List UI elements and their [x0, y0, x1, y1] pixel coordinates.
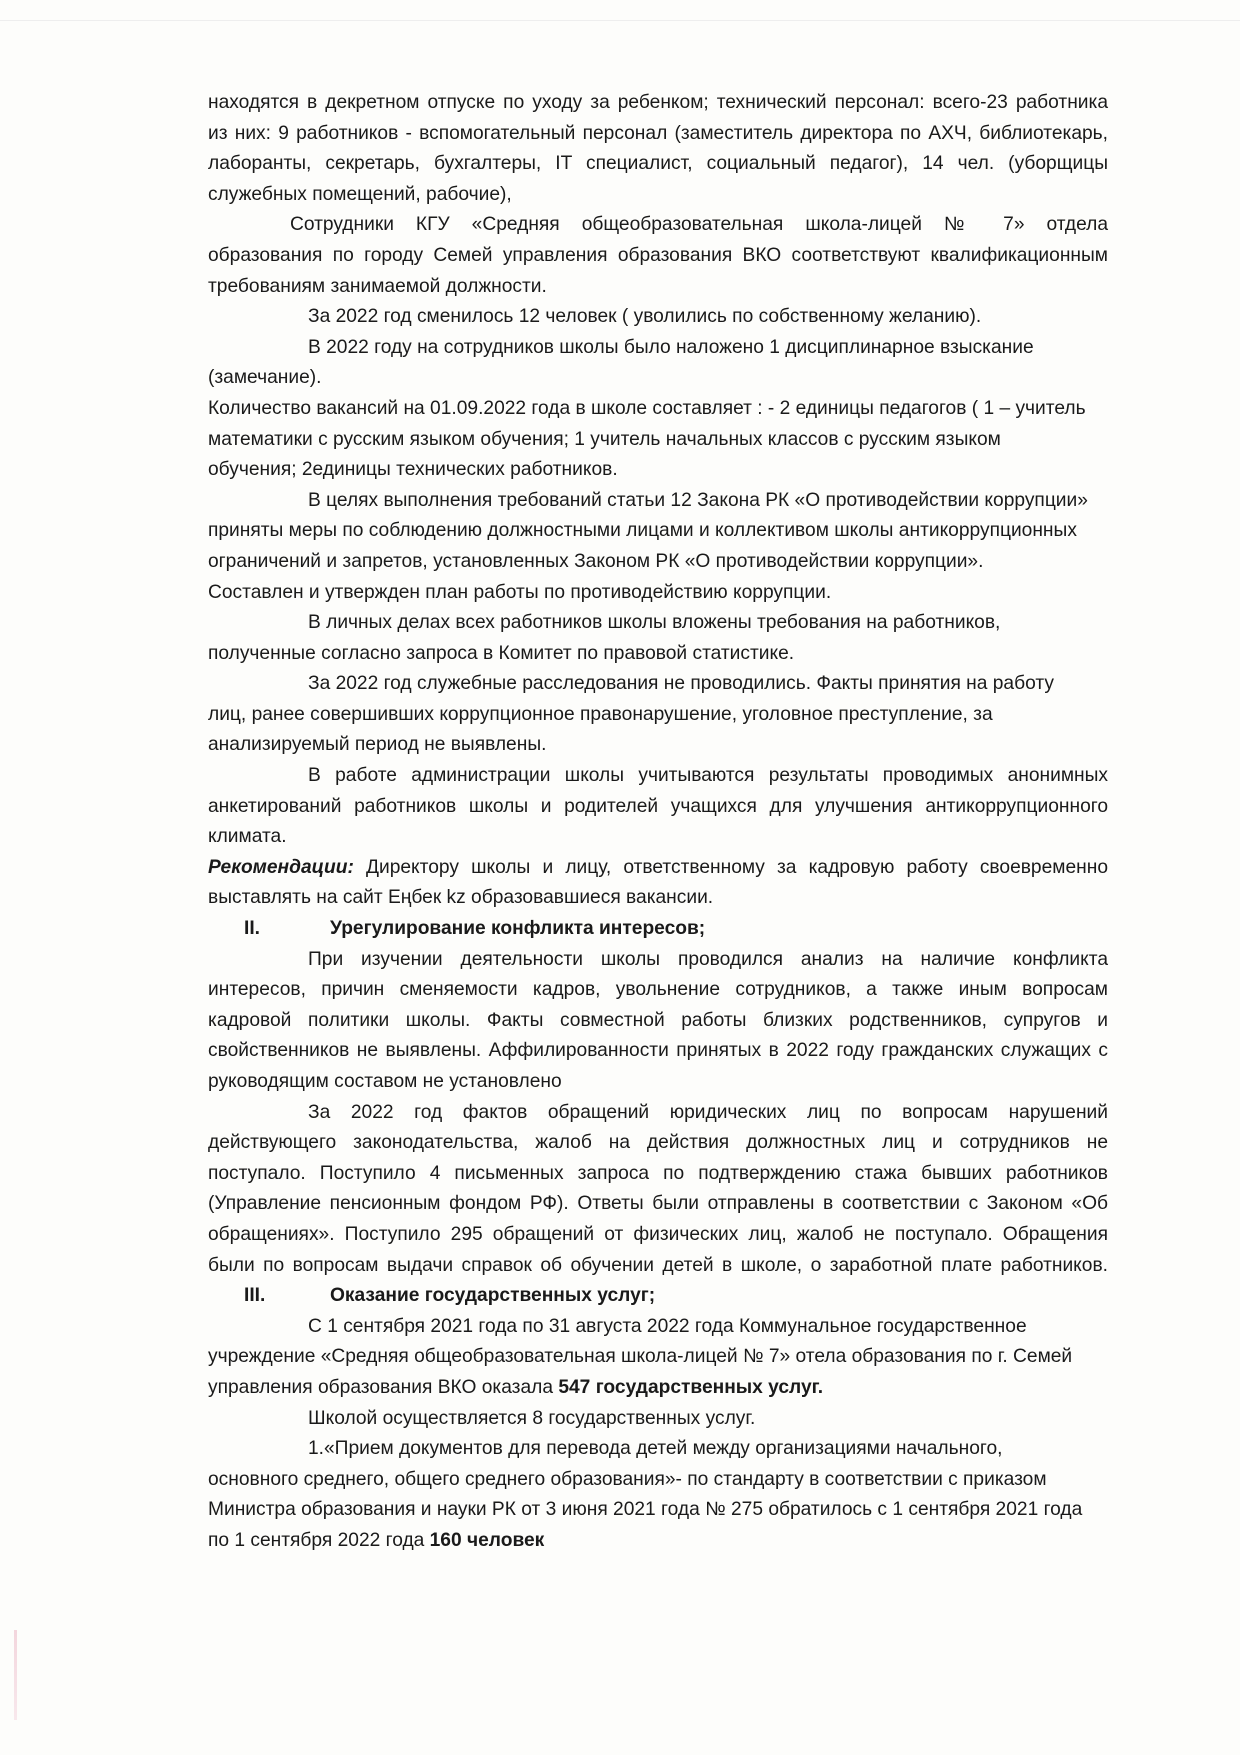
section-3-title: Оказание государственных услуг; [330, 1285, 656, 1307]
scan-edge-line [0, 20, 1240, 21]
body-text-line: В 2022 году на сотрудников школы было наложено 1 дисциплинарное взыскание [308, 336, 1034, 358]
section-3-line-7: Министра образования и науки РК от 3 июня 2021 года № 275 обратилось с 1 сентября 2021 года [208, 1499, 1083, 1521]
section-3-line-1: С 1 сентября 2021 года по 31 августа 2022 года Коммунальное государственное [308, 1315, 1027, 1337]
body-text-line: лаборанты, секретарь, бухгалтеры, IT специалист, социальный педагог), 14 чел. (уборщицы [208, 153, 1108, 175]
section-3-line-3 [208, 1373, 1108, 1404]
section-2-text-line: (Управление пенсионным фондом РФ). Ответы были отправлены в соответствии с Законом «Об [208, 1193, 1108, 1215]
recommendation-text: Директору школы и лицу, ответственному за кадровую работу своевременно [353, 856, 1108, 878]
paragraph-block-1 [208, 88, 1108, 853]
body-text-line: лиц, ранее совершивших коррупционное правонарушение, уголовное преступление, за [208, 703, 993, 725]
section-2-text-line: За 2022 год фактов обращений юридических лиц по вопросам нарушений [308, 1101, 1108, 1123]
body-text-line: полученные согласно запроса в Комитет по правовой статистике. [208, 642, 795, 664]
section-3-line-8 [208, 1526, 1108, 1557]
section-3-line-8-text: по 1 сентября 2022 года [208, 1529, 430, 1551]
recommendation-label: Рекомендации: [208, 856, 354, 878]
body-text-line: За 2022 год сменилось 12 человек ( уволились по собственному желанию). [308, 306, 982, 328]
body-text-line: (замечание). [208, 367, 322, 389]
section-2-body [208, 945, 1108, 1282]
section-3-line-3-text: управления образования ВКО оказала [208, 1376, 559, 1398]
body-text-line: находятся в декретном отпуске по уходу за ребенком; технический персонал: всего-23 работника [208, 92, 1108, 113]
section-2-text-line: обращениях». Поступило 295 обращений от физических лиц, жалоб не поступало. Обращения [208, 1223, 1108, 1245]
body-text-line: климата. [208, 826, 287, 848]
body-text-line: служебных помещений, рабочие), [208, 183, 512, 205]
section-2-text-line: руководящим составом не установлено [208, 1071, 562, 1092]
section-2-text-line: свойственников не выявлены. Аффилированности принятых в 2022 году гражданских служащих с [208, 1040, 1108, 1062]
people-count: 160 человек [429, 1529, 545, 1551]
recommendation-line-2: выставлять на сайт Еңбек kz образовавшиеся вакансии. [208, 887, 714, 909]
section-3-number: III. [244, 1285, 266, 1307]
section-2-text-line: При изучении деятельности школы проводился анализ на наличие конфликта [308, 948, 1108, 970]
body-text-line: За 2022 год служебные расследования не проводились. Факты принятия на работу [308, 673, 1054, 695]
body-text-line: обучения; 2единицы технических работников. [208, 459, 618, 481]
body-text-line: В работе администрации школы учитываются результаты проводимых анонимных [308, 765, 1108, 787]
section-3-line-6: основного среднего, общего среднего образования»- по стандарту в соответствии с приказом [208, 1468, 1047, 1490]
section-3-heading [208, 1281, 1108, 1312]
services-count: 547 государственных услуг. [558, 1376, 824, 1398]
document-body [208, 88, 1108, 1557]
body-text-line: ограничений и запретов, установленных Законом РК «О противодействии коррупции». [208, 550, 984, 572]
body-text-line: требованиям занимаемой должности. [208, 275, 547, 297]
body-text-line: В личных делах всех работников школы вложены требования на работников, [308, 612, 1001, 634]
body-text-line: приняты меры по соблюдению должностными лицами и коллективом школы антикоррупционных [208, 520, 1077, 542]
body-text-line: Составлен и утвержден план работы по противодействию коррупции. [208, 581, 832, 603]
section-3-line-5: 1.«Прием документов для перевода детей между организациями начального, [308, 1438, 1003, 1460]
section-2-text-line: интересов, причин сменяемости кадров, увольнение сотрудников, а также иным вопросам [208, 979, 1108, 1001]
recommendation-line [208, 853, 1108, 884]
section-2-title: Урегулирование конфликта интересов; [330, 918, 706, 940]
section-2-text-line: были по вопросам выдачи справок об обучении детей в школе, о заработной плате работников. [208, 1254, 1108, 1276]
section-3-line-4: Школой осуществляется 8 государственных услуг. [308, 1407, 756, 1429]
body-text-line: В целях выполнения требований статьи 12 Закона РК «О противодействии коррупции» [308, 489, 1088, 511]
body-text-line: анкетирований работников школы и родителей учащихся для улучшения антикоррупционного [208, 795, 1108, 817]
section-2-text-line: кадровой политики школы. Факты совместной работы близких родственников, супругов и [208, 1009, 1108, 1031]
section-2-text-line: поступало. Поступило 4 письменных запроса по подтверждению стажа бывших работников [208, 1162, 1108, 1184]
body-text-line: образования по городу Семей управления образования ВКО соответствуют квалификационным [208, 244, 1108, 266]
section-2-heading [208, 914, 1108, 945]
body-text-line: из них: 9 работников - вспомогательный персонал (заместитель директора по АХЧ, библиотекарь, [208, 122, 1108, 144]
body-text-line: математики с русским языком обучения; 1 учитель начальных классов с русским языком [208, 428, 1001, 450]
scan-artifact-mark [14, 1630, 17, 1720]
section-2-text-line: действующего законодательства, жалоб на действия должностных лиц и сотрудников не [208, 1132, 1108, 1154]
section-3-line-2: учреждение «Средняя общеобразовательная школа-лицей № 7» отела образования по г. Семей [208, 1346, 1073, 1368]
body-text-line: Количество вакансий на 01.09.2022 года в школе составляет : - 2 единицы педагогов ( 1 – учитель [208, 397, 1086, 419]
body-text-line: анализируемый период не выявлены. [208, 734, 547, 756]
body-text-line: Сотрудники КГУ «Средняя общеобразовательная школа-лицей № 7» отдела [290, 214, 1108, 236]
section-2-number: II. [244, 918, 260, 940]
